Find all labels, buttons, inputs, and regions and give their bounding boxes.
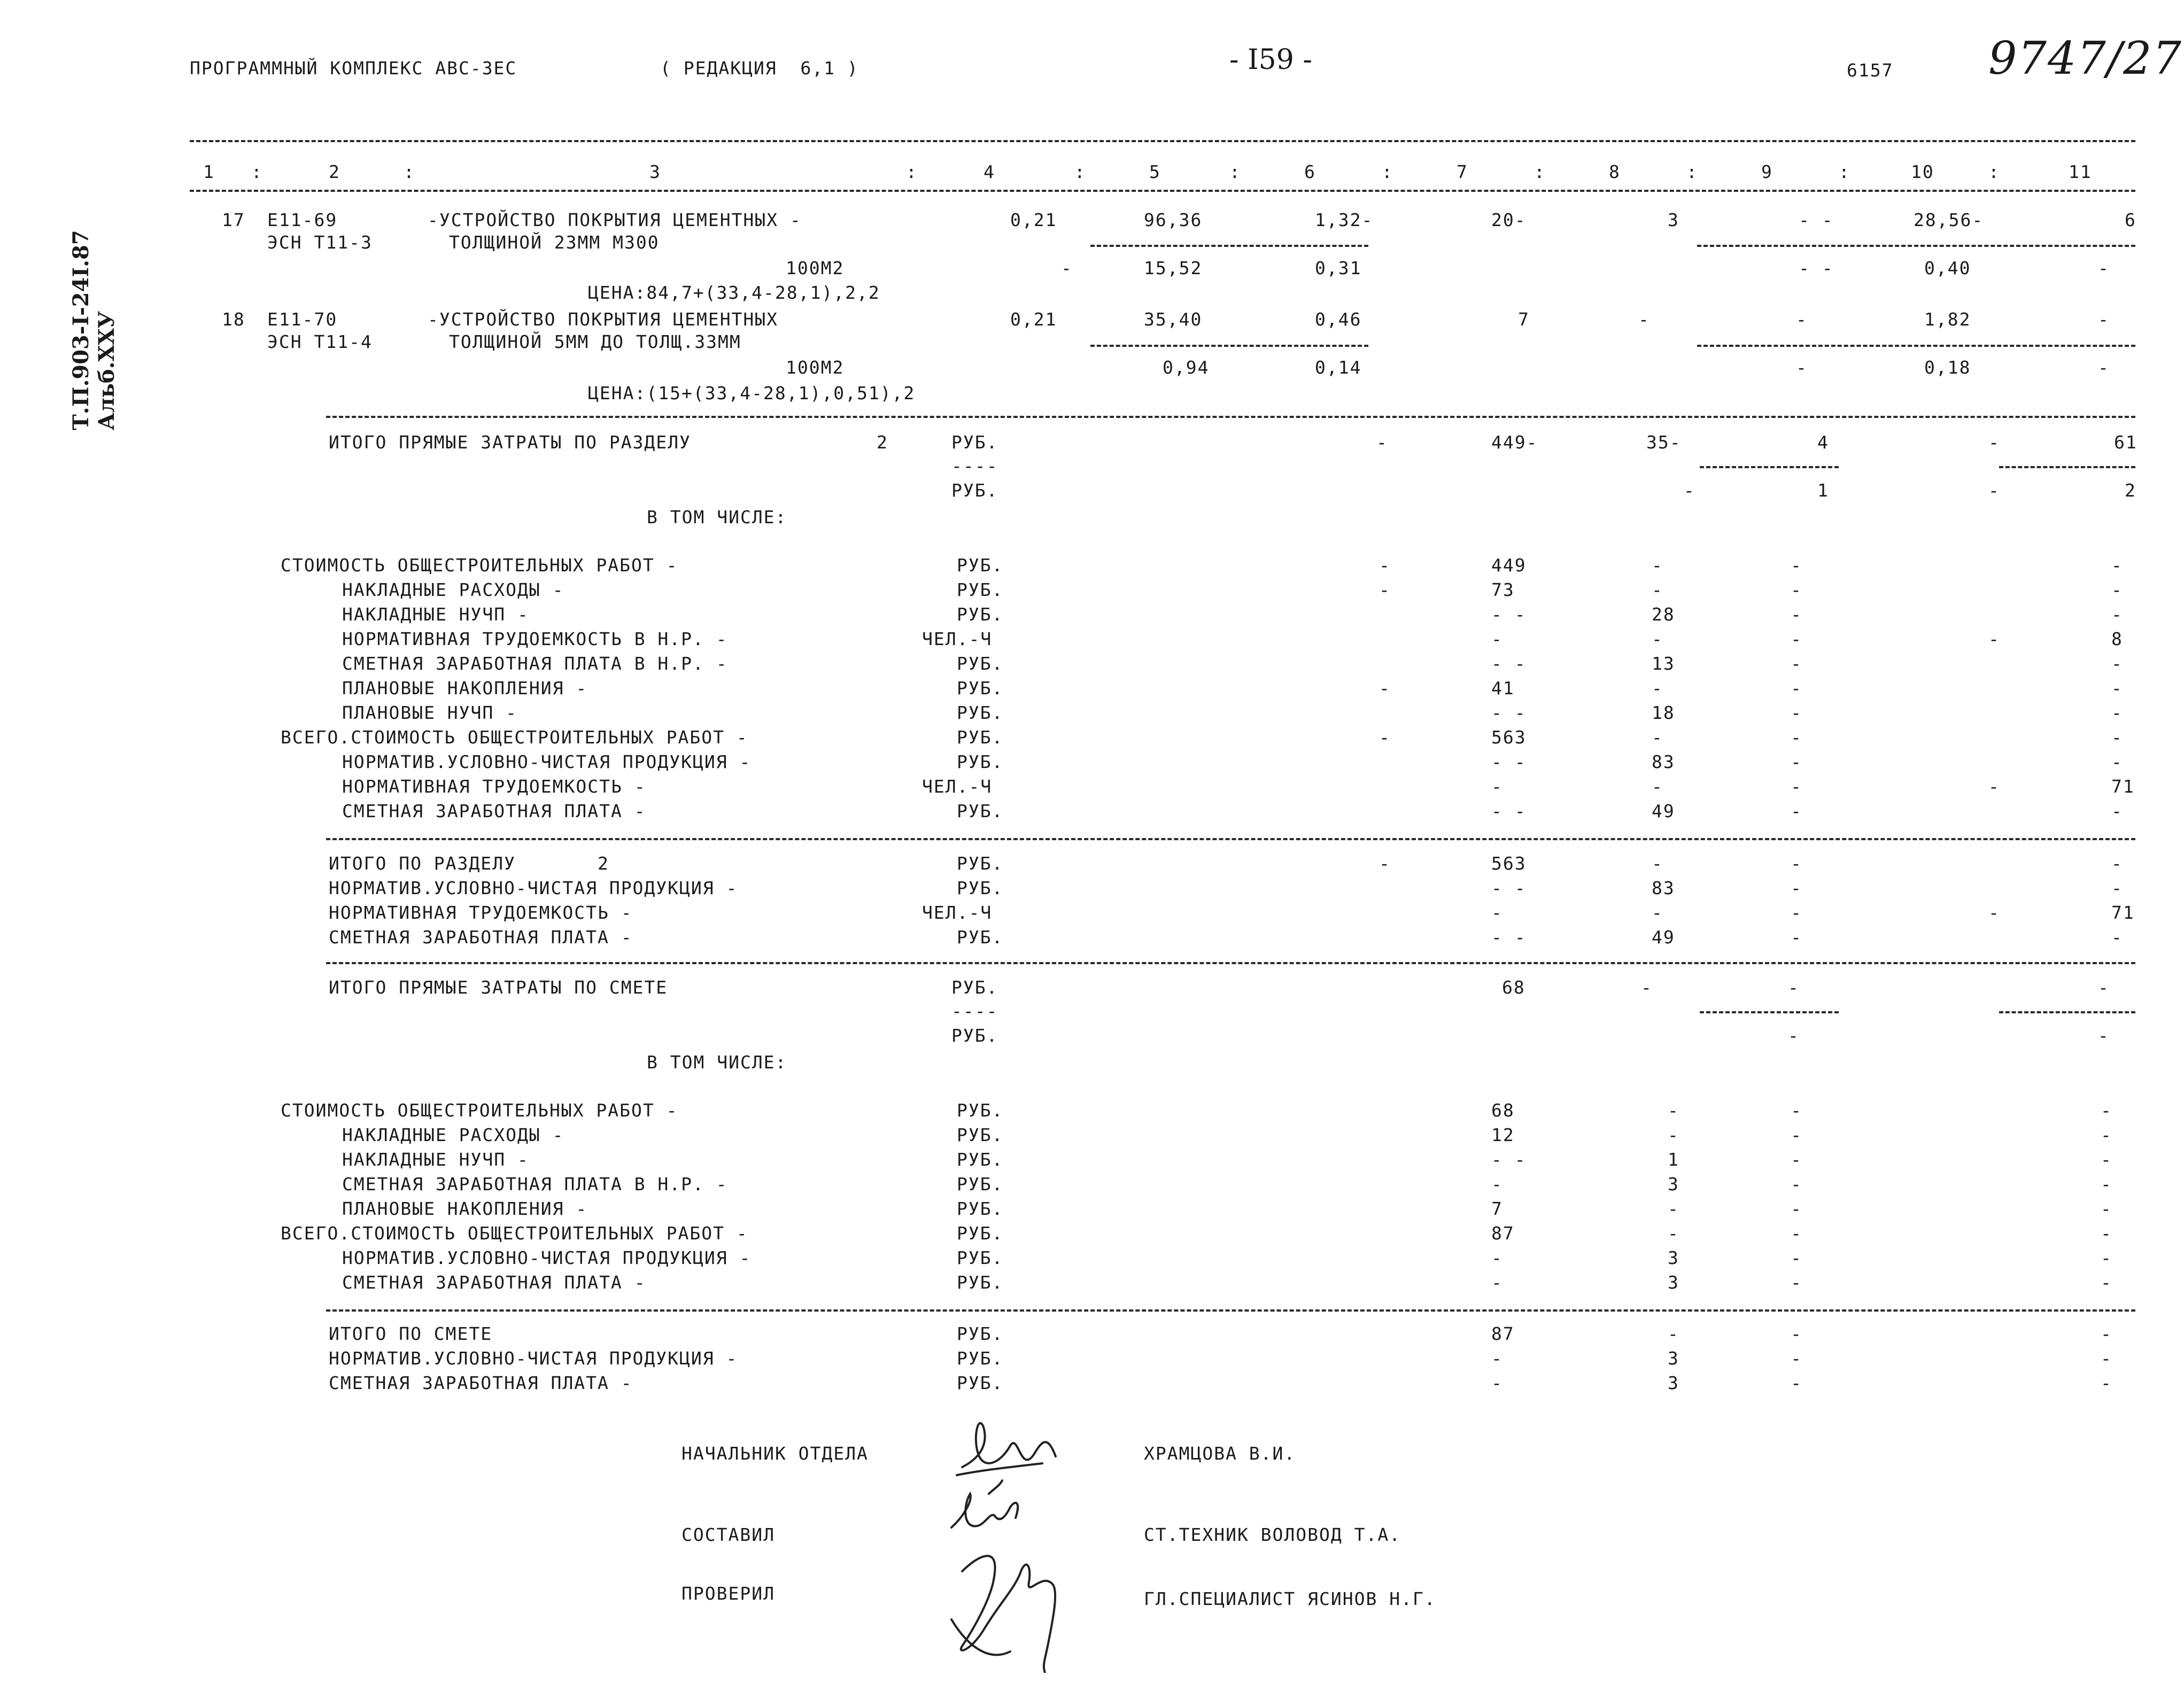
item-col6: 0,46 xyxy=(1315,309,1362,330)
col7: 449- xyxy=(1491,432,1538,453)
item-col7: 7 xyxy=(1518,309,1530,330)
item-col9b: - xyxy=(1796,357,1808,378)
row-label: ПЛАНОВЫЕ НАКОПЛЕНИЯ - xyxy=(342,678,588,699)
row-c9: - xyxy=(1791,878,1802,898)
row-c11: - xyxy=(2101,1174,2112,1195)
row-unit: РУБ. xyxy=(957,1348,1004,1369)
row-c8: 3 xyxy=(1668,1174,1679,1195)
row-c6: - xyxy=(1379,678,1391,699)
row-c7: 12 xyxy=(1491,1125,1515,1145)
row-label: НОРМАТИВ.УСЛОВНО-ЧИСТАЯ ПРОДУКЦИЯ - xyxy=(342,1247,752,1268)
col11b: 2 xyxy=(2125,480,2136,501)
row-c8: - xyxy=(1652,629,1663,649)
album-side-label xyxy=(68,174,143,430)
item-col11b: - xyxy=(2098,357,2110,378)
col-6: 6 xyxy=(1304,161,1316,182)
row-c7: - xyxy=(1491,1373,1503,1393)
side-label-line1: Т.П.903-I-24I.87 xyxy=(68,230,94,430)
document-code: 6157 xyxy=(1847,60,1894,81)
row-c7: - - xyxy=(1491,878,1527,898)
col10b: - xyxy=(1988,480,2000,501)
row-unit: РУБ. xyxy=(957,727,1004,748)
row-c11: - xyxy=(2111,727,2123,748)
program-name: ПРОГРАММНЫЙ КОМПЛЕКС АВС-3ЕС xyxy=(190,58,517,79)
row-c8: 83 xyxy=(1652,878,1675,898)
side-label-line2: Альб.ХХУ xyxy=(94,311,119,430)
item-col6b: 0,14 xyxy=(1315,357,1362,378)
row-c9: - xyxy=(1791,1323,1802,1344)
row-c9: - xyxy=(1791,801,1802,821)
item-unit: 100М2 xyxy=(786,357,845,378)
row-c7: 449 xyxy=(1491,555,1527,576)
col-3: 3 xyxy=(649,161,661,182)
col-9: 9 xyxy=(1761,161,1773,182)
row-c11: - xyxy=(2111,555,2123,576)
subrule xyxy=(1999,466,2135,468)
item-col9b: - - xyxy=(1799,258,1834,278)
item-col5b: 0,94 xyxy=(1163,357,1210,378)
row-c8: 18 xyxy=(1652,702,1675,723)
col8b: - xyxy=(1684,480,1695,501)
subrule xyxy=(1090,345,1368,347)
item-col5: 35,40 xyxy=(1144,309,1203,330)
col6: - xyxy=(1376,432,1388,453)
row-label: СМЕТНАЯ ЗАРАБОТНАЯ ПЛАТА В Н.Р. - xyxy=(342,653,728,674)
row-c9: - xyxy=(1791,776,1802,797)
row-c9: - xyxy=(1791,1198,1802,1219)
section-rule xyxy=(326,838,2135,840)
row-c8: - xyxy=(1652,579,1663,600)
row-c7: - - xyxy=(1491,751,1527,772)
row-c11: 8 xyxy=(2111,629,2123,649)
row-c8: - xyxy=(1652,902,1663,923)
row-c11: - xyxy=(2111,878,2123,898)
row-label: ВСЕГО.СТОИМОСТЬ ОБЩЕСТРОИТЕЛЬНЫХ РАБОТ - xyxy=(281,727,748,748)
row-c6: - xyxy=(1379,579,1391,600)
unit: РУБ. xyxy=(951,977,998,998)
row-label: НОРМАТИВ.УСЛОВНО-ЧИСТАЯ ПРОДУКЦИЯ - xyxy=(329,878,738,898)
row-c8: 1 xyxy=(1668,1149,1679,1170)
item-code-esn: ЭСН Т11-3 xyxy=(267,232,373,253)
row-label: ПЛАНОВЫЕ НУЧП - xyxy=(342,702,518,723)
col9b: - xyxy=(1788,1025,1800,1046)
program-edition: ( РЕДАКЦИЯ 6,1 ) xyxy=(660,58,859,79)
row-unit: РУБ. xyxy=(957,751,1004,772)
row-c11: - xyxy=(2101,1223,2112,1244)
row-c7: - - xyxy=(1491,702,1527,723)
row-c11: - xyxy=(2111,702,2123,723)
including-heading-1: В ТОМ ЧИСЛЕ: xyxy=(647,507,787,528)
item-col4: 0,21 xyxy=(1010,309,1057,330)
row-c7: - xyxy=(1491,1348,1503,1369)
row-c7: - xyxy=(1491,1272,1503,1293)
row-label: СМЕТНАЯ ЗАРАБОТНАЯ ПЛАТА - xyxy=(342,801,646,821)
row-c7: - xyxy=(1491,1247,1503,1268)
row-c8: - xyxy=(1652,853,1663,874)
signature-role: СОСТАВИЛ xyxy=(681,1524,775,1545)
signature-role: НАЧАЛЬНИК ОТДЕЛА xyxy=(681,1443,869,1464)
row-c11: - xyxy=(2101,1149,2112,1170)
row-c8: - xyxy=(1652,678,1663,699)
row-c11: - xyxy=(2101,1125,2112,1145)
row-unit: РУБ. xyxy=(957,653,1004,674)
row-c7: - - xyxy=(1491,1149,1527,1170)
row-label: НОРМАТИВНАЯ ТРУДОЕМКОСТЬ В Н.Р. - xyxy=(342,629,728,649)
row-label: НОРМАТИВНАЯ ТРУДОЕМКОСТЬ - xyxy=(342,776,646,797)
col9: - xyxy=(1788,977,1800,998)
row-unit: РУБ. xyxy=(957,1223,1004,1244)
item-description: -УСТРОЙСТВО ПОКРЫТИЯ ЦЕМЕНТНЫХ xyxy=(428,309,779,330)
subrule xyxy=(1697,245,2135,247)
row-c7: 41 xyxy=(1491,678,1515,699)
row-c11: - xyxy=(2101,1272,2112,1293)
item-col9: - xyxy=(1796,309,1808,330)
row-c9: - xyxy=(1791,579,1802,600)
row-c11: - xyxy=(2111,653,2123,674)
row-unit: РУБ. xyxy=(957,1272,1004,1293)
signature-name: СТ.ТЕХНИК ВОЛОВОД Т.А. xyxy=(1144,1524,1401,1545)
row-c9: - xyxy=(1791,1223,1802,1244)
row-label: НАКЛАДНЫЕ РАСХОДЫ - xyxy=(342,579,564,600)
col-8: 8 xyxy=(1609,161,1621,182)
col8: - xyxy=(1641,977,1653,998)
row-c11: - xyxy=(2101,1348,2112,1369)
item-col10b: 0,18 xyxy=(1924,357,1971,378)
item-col9: - - xyxy=(1799,210,1834,230)
row-c10: - xyxy=(1988,902,2000,923)
unit-dashes: ---- xyxy=(951,455,998,476)
item-code-esn: ЭСН Т11-4 xyxy=(267,331,373,352)
unit: РУБ. xyxy=(951,432,998,453)
row-c7: - xyxy=(1491,1174,1503,1195)
row-c11: - xyxy=(2101,1198,2112,1219)
item-code: Е11-69 xyxy=(267,210,338,230)
row-unit: ЧЕЛ.-Ч xyxy=(922,629,993,649)
row-c7: 563 xyxy=(1491,727,1527,748)
row-c9: - xyxy=(1791,678,1802,699)
col8: 35- xyxy=(1646,432,1682,453)
row-c7: 87 xyxy=(1491,1323,1515,1344)
item-number: 17 xyxy=(222,210,245,230)
row-c7: - xyxy=(1491,629,1503,649)
row-c8: 49 xyxy=(1652,927,1675,948)
row-label: СТОИМОСТЬ ОБЩЕСТРОИТЕЛЬНЫХ РАБОТ - xyxy=(281,1100,678,1121)
row-c7: - - xyxy=(1491,604,1527,625)
row-c8: - xyxy=(1668,1125,1679,1145)
row-c9: - xyxy=(1791,702,1802,723)
item-unit: 100М2 xyxy=(786,258,845,278)
subrule xyxy=(1700,1011,1839,1013)
direct-costs-estimate-label: ИТОГО ПРЯМЫЕ ЗАТРАТЫ ПО СМЕТЕ xyxy=(329,977,668,998)
subrule xyxy=(1090,245,1368,247)
item-description-2: ТОЛЩИНОЙ 5ММ ДО ТОЛЩ.33ММ xyxy=(449,331,741,352)
item-col6b: 0,31 xyxy=(1315,258,1362,278)
row-unit: РУБ. xyxy=(957,1198,1004,1219)
col11: 61 xyxy=(2114,432,2137,453)
row-unit: РУБ. xyxy=(957,678,1004,699)
row-c9: - xyxy=(1791,927,1802,948)
row-label: СМЕТНАЯ ЗАРАБОТНАЯ ПЛАТА - xyxy=(329,1373,633,1393)
row-c8: 83 xyxy=(1652,751,1675,772)
row-c7: - - xyxy=(1491,927,1527,948)
col-10: 10 xyxy=(1911,161,1934,182)
handwritten-signatures xyxy=(941,1395,1080,1673)
row-unit: РУБ. xyxy=(957,878,1004,898)
row-label: НОРМАТИВ.УСЛОВНО-ЧИСТАЯ ПРОДУКЦИЯ - xyxy=(342,751,752,772)
row-unit: РУБ. xyxy=(957,555,1004,576)
row-unit: РУБ. xyxy=(957,1174,1004,1195)
row-c11: - xyxy=(2101,1100,2112,1121)
row-c7: - - xyxy=(1491,801,1527,821)
item-col4: 0,21 xyxy=(1010,210,1057,230)
col9b: 1 xyxy=(1817,480,1829,501)
including-heading-2: В ТОМ ЧИСЛЕ: xyxy=(647,1052,787,1073)
col-1: 1 xyxy=(203,161,215,182)
item-col4b: - xyxy=(1061,258,1073,278)
row-c7: - xyxy=(1491,776,1503,797)
row-c7: 73 xyxy=(1491,579,1515,600)
row-unit: РУБ. xyxy=(957,579,1004,600)
row-c9: - xyxy=(1791,853,1802,874)
row-c8: 3 xyxy=(1668,1373,1679,1393)
row-c9: - xyxy=(1791,902,1802,923)
row-c11: - xyxy=(2101,1373,2112,1393)
item-col5b: 15,52 xyxy=(1144,258,1203,278)
row-c11: 71 xyxy=(2111,902,2135,923)
table-top-rule xyxy=(190,140,2135,142)
row-c8: 49 xyxy=(1652,801,1675,821)
row-c9: - xyxy=(1791,727,1802,748)
row-c9: - xyxy=(1791,629,1802,649)
col10: - xyxy=(1988,432,2000,453)
item-number: 18 xyxy=(222,309,245,330)
item-col5: 96,36 xyxy=(1144,210,1203,230)
row-c6: - xyxy=(1379,555,1391,576)
handwritten-number: 9747/27 xyxy=(1988,32,2182,84)
subrule xyxy=(1697,345,2135,347)
signature-name: ГЛ.СПЕЦИАЛИСТ ЯСИНОВ Н.Г. xyxy=(1144,1588,1436,1609)
row-unit: РУБ. xyxy=(957,702,1004,723)
item-col8: 3 xyxy=(1668,210,1679,230)
item-price-formula: ЦЕНА:(15+(33,4-28,1),0,51),2 xyxy=(588,383,916,404)
row-c8: - xyxy=(1652,727,1663,748)
row-unit: РУБ. xyxy=(957,1149,1004,1170)
col11b: - xyxy=(2098,1025,2110,1046)
row-c8: - xyxy=(1668,1323,1679,1344)
row-c11: - xyxy=(2101,1247,2112,1268)
row-c9: - xyxy=(1791,1149,1802,1170)
item-description-2: ТОЛЩИНОЙ 23ММ М300 xyxy=(449,232,660,253)
row-label: СТОИМОСТЬ ОБЩЕСТРОИТЕЛЬНЫХ РАБОТ - xyxy=(281,555,678,576)
signature-role: ПРОВЕРИЛ xyxy=(681,1583,775,1604)
item-col11: 6 xyxy=(2125,210,2136,230)
item-col10: 1,82 xyxy=(1924,309,1971,330)
row-c9: - xyxy=(1791,604,1802,625)
row-c7: 68 xyxy=(1491,1100,1515,1121)
item-col7: 20- xyxy=(1491,210,1527,230)
row-unit: РУБ. xyxy=(957,801,1004,821)
item-col8: - xyxy=(1638,309,1650,330)
section-rule xyxy=(326,1309,2135,1312)
row-unit: ЧЕЛ.-Ч xyxy=(922,902,993,923)
row-c9: - xyxy=(1791,1125,1802,1145)
row-label: ИТОГО ПО РАЗДЕЛУ 2 xyxy=(329,853,609,874)
col-2: 2 xyxy=(329,161,340,182)
unit: РУБ. xyxy=(951,1025,998,1046)
row-c9: - xyxy=(1791,1100,1802,1121)
section-number: 2 xyxy=(877,432,888,453)
row-unit: РУБ. xyxy=(957,1323,1004,1344)
row-unit: ЧЕЛ.-Ч xyxy=(922,776,993,797)
row-c7: - xyxy=(1491,902,1503,923)
row-unit: РУБ. xyxy=(957,853,1004,874)
row-c9: - xyxy=(1791,1272,1802,1293)
row-c9: - xyxy=(1791,653,1802,674)
signature-name: ХРАМЦОВА В.И. xyxy=(1144,1443,1296,1464)
row-c9: - xyxy=(1791,1348,1802,1369)
row-c8: 13 xyxy=(1652,653,1675,674)
row-unit: РУБ. xyxy=(957,1100,1004,1121)
row-c11: - xyxy=(2111,927,2123,948)
row-c9: - xyxy=(1791,1373,1802,1393)
col7: 68 xyxy=(1502,977,1525,998)
item-col6: 1,32- xyxy=(1315,210,1374,230)
col-4: 4 xyxy=(983,161,995,182)
row-c8: 28 xyxy=(1652,604,1675,625)
document-page: Т.П.903-I-24I.87 Альб.ХХУ ПРОГРАММНЫЙ КОМПЛЕКС АВС-3ЕС ( РЕДАКЦИЯ 6,1 ) - I59 - 6157 9747/27 1 : 2 : 3 : 4 : 5 : 6 : 7 : 8 : 9 : 10 : 11 17 Е11-69 ЭСН Т11-3 -УСТРОЙСТВО ПОКРЫТИЯ ЦЕМЕНТНЫХ - ТОЛЩИНОЙ 23ММ М300 100М2 ЦЕНА:84,7+(33,4-28,1),2,2 0,21 - 96,36 15,52 1,32- 0,31 20- 3 - - - - 28,56- 0,40 6 - 18 Е11-70 ЭСН Т11-4 -УСТРОЙСТВО ПОКРЫТИЯ ЦЕМЕНТНЫХ ТОЛЩИНОЙ 5ММ ДО ТОЛЩ.33ММ 100М2 ЦЕНА:(15+(33,4-28,1),0,51),2 0,21 35,40 0,94 0,46 0,14 7 - - - 1,82 0,18 - - ИТОГО ПРЯМЫЕ ЗАТРАТЫ ПО РАЗДЕЛУ 2 РУБ. ---- РУБ. - 449- 35- 4 - 61 - 1 - 2 В ТОМ ЧИСЛЕ: СТОИМОСТЬ ОБЩЕСТРОИТЕЛЬНЫХ РАБОТ - РУБ. - 449 - - - НАКЛАДНЫЕ РАСХОДЫ - РУБ. - 73 - - - НАКЛАДНЫЕ НУЧП - РУБ. - - 28 - - НОРМАТИВНАЯ ТРУДОЕМКОСТЬ В Н.Р. - ЧЕЛ.-Ч - - - - 8 СМЕТНАЯ ЗАРАБОТНАЯ ПЛАТА В Н.Р. - РУБ. - - 13 - - ПЛАНОВЫЕ НАКОПЛЕНИЯ - РУБ. - 41 - - - ПЛАНОВЫЕ НУЧП - РУБ. - - 18 - - ВСЕГО.СТОИМОСТЬ ОБЩЕСТРОИТЕЛЬНЫХ РАБОТ - РУБ. - 563 - - - НОРМАТИВ.УСЛОВНО-ЧИСТАЯ ПРОДУКЦИЯ - РУБ. - - 83 - - НОРМАТИВНАЯ ТРУДОЕМКОСТЬ - ЧЕЛ.-Ч - - - - 71 СМЕТНАЯ ЗАРАБОТНАЯ ПЛАТА - РУБ. - - 49 - - ИТОГО ПО РАЗДЕЛУ 2 РУБ. - 563 - - - НОРМАТИВ.УСЛОВНО-ЧИСТАЯ ПРОДУКЦИЯ - РУБ. - - 83 - - НОРМАТИВНАЯ ТРУДОЕМКОСТЬ - ЧЕЛ.-Ч - - - - 71 СМЕТНАЯ ЗАРАБОТНАЯ ПЛАТА - РУБ. - - 49 - - ИТОГО ПРЯМЫЕ ЗАТРАТЫ ПО СМЕТЕ РУБ. ---- РУБ. 68 - - - - - В ТОМ ЧИСЛЕ: СТОИМОСТЬ ОБЩЕСТРОИТЕЛЬНЫХ РАБОТ - РУБ. 68 - - - НАКЛАДНЫЕ РАСХОДЫ - РУБ. 12 - - - НАКЛАДНЫЕ НУЧП - РУБ. - - 1 - - СМЕТНАЯ ЗАРАБОТНАЯ ПЛАТА В Н.Р. - РУБ. - 3 - - ПЛАНОВЫЕ НАКОПЛЕНИЯ - РУБ. 7 - - - ВСЕГО.СТОИМОСТЬ ОБЩЕСТРОИТЕЛЬНЫХ РАБОТ - РУБ. 87 - - - НОРМАТИВ.УСЛОВНО-ЧИСТАЯ ПРОДУКЦИЯ - РУБ. - 3 - - СМЕТНАЯ ЗАРАБОТНАЯ ПЛАТА - РУБ. - 3 - - ИТОГО ПО СМЕТЕ РУБ. 87 - - - НОРМАТИВ.УСЛОВНО-ЧИСТАЯ ПРОДУКЦИЯ - РУБ. - 3 - - СМЕТНАЯ ЗАРАБОТНАЯ ПЛАТА - РУБ. - 3 - - НАЧАЛЬНИК ОТДЕЛА ХРАМЦОВА В.И. СОСТАВИЛ СТ.ТЕХНИК ВОЛОВОД Т.А. ПРОВЕРИЛ ГЛ.СПЕЦИАЛИСТ ЯСИНОВ Н.Г. xyxy=(0,0,2184,1698)
unit: РУБ. xyxy=(951,480,998,501)
col9: 4 xyxy=(1817,432,1829,453)
row-label: НАКЛАДНЫЕ НУЧП - xyxy=(342,1149,529,1170)
item-col10: 28,56- xyxy=(1914,210,1984,230)
col-11: 11 xyxy=(2069,161,2092,182)
row-c11: - xyxy=(2111,678,2123,699)
item-col11: - xyxy=(2098,309,2110,330)
col11: - xyxy=(2098,977,2110,998)
row-c9: - xyxy=(1791,1247,1802,1268)
row-c11: - xyxy=(2101,1323,2112,1344)
row-c9: - xyxy=(1791,1174,1802,1195)
row-c8: - xyxy=(1652,776,1663,797)
item-price-formula: ЦЕНА:84,7+(33,4-28,1),2,2 xyxy=(588,282,880,303)
row-c7: 7 xyxy=(1491,1198,1503,1219)
subrule xyxy=(1999,1011,2135,1013)
page-number: - I59 - xyxy=(1229,44,1312,76)
row-label: НАКЛАДНЫЕ НУЧП - xyxy=(342,604,529,625)
row-c10: - xyxy=(1988,629,2000,649)
item-col11b: - xyxy=(2098,258,2110,278)
row-c8: 3 xyxy=(1668,1348,1679,1369)
unit-dashes: ---- xyxy=(951,1001,998,1021)
row-c11: - xyxy=(2111,801,2123,821)
row-c8: 3 xyxy=(1668,1272,1679,1293)
col-5: 5 xyxy=(1149,161,1161,182)
row-c9: - xyxy=(1791,555,1802,576)
direct-costs-label: ИТОГО ПРЯМЫЕ ЗАТРАТЫ ПО РАЗДЕЛУ xyxy=(329,432,691,453)
row-c6: - xyxy=(1379,727,1391,748)
row-label: ВСЕГО.СТОИМОСТЬ ОБЩЕСТРОИТЕЛЬНЫХ РАБОТ - xyxy=(281,1223,748,1244)
section-rule xyxy=(326,962,2135,964)
row-label: ПЛАНОВЫЕ НАКОПЛЕНИЯ - xyxy=(342,1198,588,1219)
row-c8: - xyxy=(1668,1198,1679,1219)
row-unit: РУБ. xyxy=(957,927,1004,948)
col-7: 7 xyxy=(1457,161,1468,182)
row-c11: - xyxy=(2111,579,2123,600)
row-label: СМЕТНАЯ ЗАРАБОТНАЯ ПЛАТА - xyxy=(329,927,633,948)
row-label: НОРМАТИВНАЯ ТРУДОЕМКОСТЬ - xyxy=(329,902,633,923)
item-code: Е11-70 xyxy=(267,309,338,330)
row-unit: РУБ. xyxy=(957,604,1004,625)
row-c11: 71 xyxy=(2111,776,2135,797)
subrule xyxy=(1700,466,1839,468)
row-c10: - xyxy=(1988,776,2000,797)
row-unit: РУБ. xyxy=(957,1247,1004,1268)
row-unit: РУБ. xyxy=(957,1373,1004,1393)
row-c11: - xyxy=(2111,853,2123,874)
row-label: ИТОГО ПО СМЕТЕ xyxy=(329,1323,493,1344)
row-c11: - xyxy=(2111,604,2123,625)
row-c8: - xyxy=(1652,555,1663,576)
row-c9: - xyxy=(1791,751,1802,772)
row-c7: - - xyxy=(1491,653,1527,674)
header-bottom-rule xyxy=(190,190,2135,192)
row-c11: - xyxy=(2111,751,2123,772)
row-label: СМЕТНАЯ ЗАРАБОТНАЯ ПЛАТА - xyxy=(342,1272,646,1293)
row-label: НАКЛАДНЫЕ РАСХОДЫ - xyxy=(342,1125,564,1145)
row-c8: - xyxy=(1668,1223,1679,1244)
row-c8: - xyxy=(1668,1100,1679,1121)
row-label: НОРМАТИВ.УСЛОВНО-ЧИСТАЯ ПРОДУКЦИЯ - xyxy=(329,1348,738,1369)
row-c8: 3 xyxy=(1668,1247,1679,1268)
row-c7: 87 xyxy=(1491,1223,1515,1244)
item-description: -УСТРОЙСТВО ПОКРЫТИЯ ЦЕМЕНТНЫХ - xyxy=(428,210,802,230)
row-c6: - xyxy=(1379,853,1391,874)
row-unit: РУБ. xyxy=(957,1125,1004,1145)
item-col10b: 0,40 xyxy=(1924,258,1971,278)
row-c7: 563 xyxy=(1491,853,1527,874)
section-rule xyxy=(326,416,2135,418)
row-label: СМЕТНАЯ ЗАРАБОТНАЯ ПЛАТА В Н.Р. - xyxy=(342,1174,728,1195)
